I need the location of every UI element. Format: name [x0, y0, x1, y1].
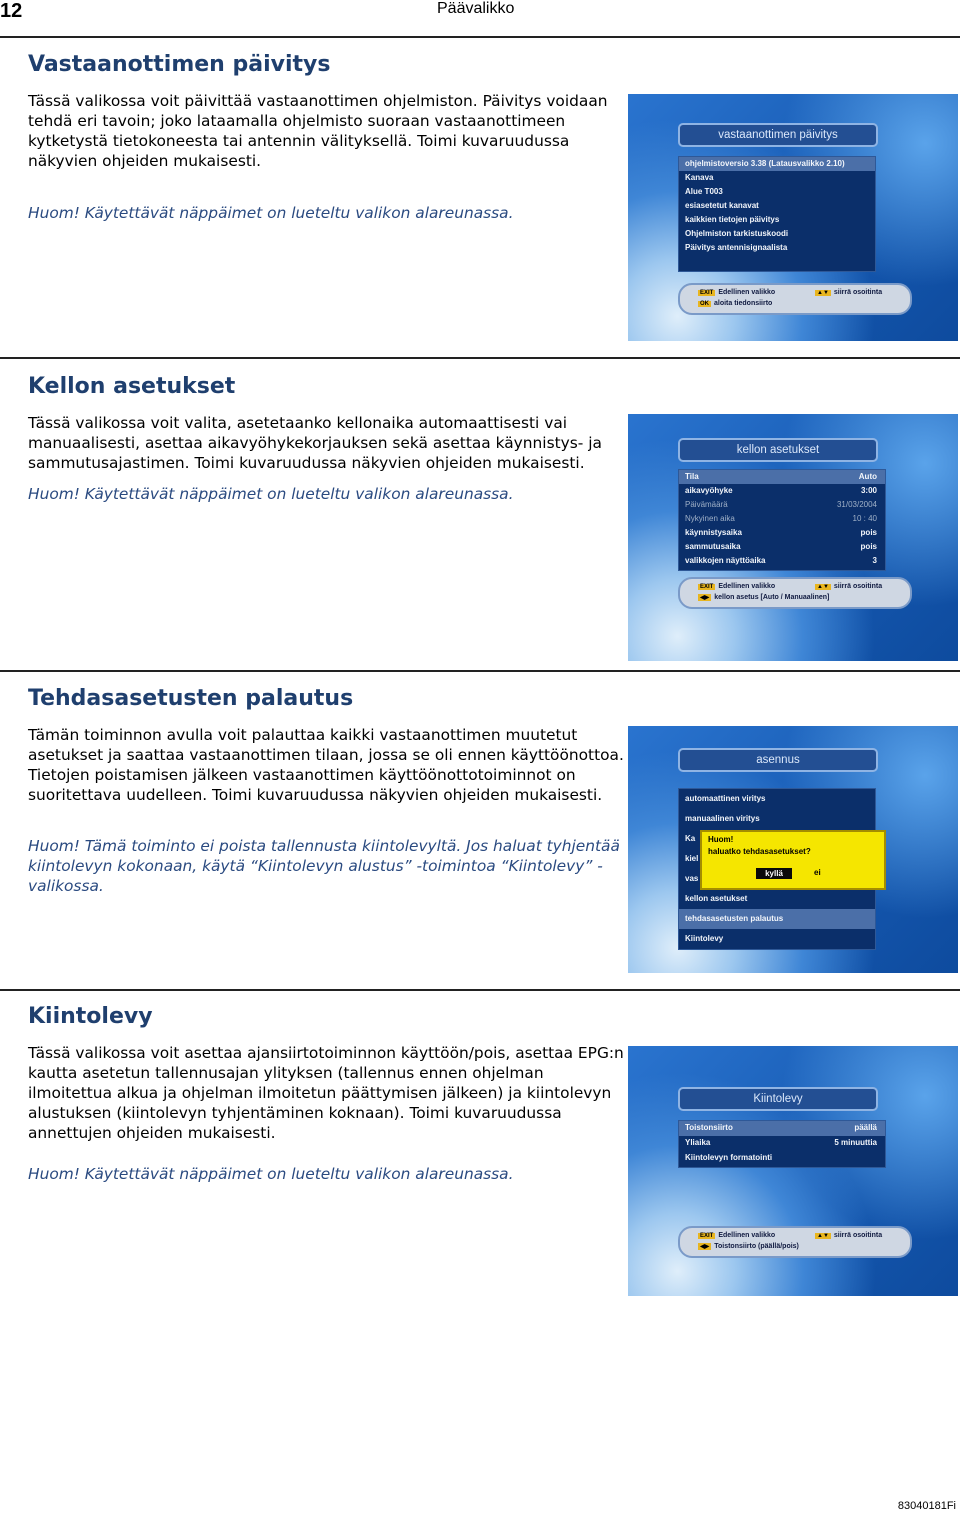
screen-title: vastaanottimen päivitys — [678, 123, 878, 147]
screen-menu — [678, 1120, 886, 1168]
page-header-title: Päävalikko — [437, 0, 515, 17]
screenshot-factory-reset — [628, 726, 958, 973]
menu-row: esiasetetut kanavat — [685, 201, 759, 210]
menu-row: Ka — [685, 834, 696, 843]
screen-footer: EXIT Edellinen valikko ▲▼ siirrä osoitinta ◀▶ kellon asetus [Auto / Manuaalinen] — [678, 577, 912, 609]
dialog-yes-button: kyllä — [756, 868, 792, 879]
divider — [0, 357, 960, 359]
menu-row: Päivitys antennisignaalista — [685, 243, 788, 252]
menu-row: Päivämäärä 31/03/2004 — [685, 500, 877, 509]
menu-row: Ohjelmiston tarkistuskoodi — [685, 229, 789, 238]
section-body-hard-disk: Tässä valikossa voit asettaa ajansiirtotoiminnon käyttöön/pois, asettaa EPG:n kautta asetetun tallennusajan ylityksen (tallennus ennen ohjelman ilmoitettua alkua ja ohjelman ilmoitetun päättymisen jälkeen) ja kiintolevyn alustuksen (kiintolevyn tyhjentäminen koknaan). Toimi kuvaruudussa annettujen ohjeiden mukaisesti. — [28, 1044, 624, 1142]
menu-row: valikkojen näyttöaika 3 — [685, 556, 877, 565]
dialog-no-option: ei — [814, 868, 821, 877]
menu-row: aikavyöhyke 3:00 — [685, 486, 877, 495]
screen-footer: EXIT Edellinen valikko ▲▼ siirrä osoitinta OK aloita tiedonsiirto — [678, 283, 912, 315]
menu-row: Kiintolevyn formatointi — [685, 1153, 773, 1162]
screen-title: kellon asetukset — [678, 438, 878, 462]
menu-row: Nykyinen aika 10 : 40 — [685, 514, 877, 523]
page-number: 12 — [0, 0, 23, 22]
footer-hint: siirrä osoitinta — [833, 583, 883, 590]
section-note-hard-disk: Huom! Käytettävät näppäimet on lueteltu valikon alareunassa. — [28, 1165, 514, 1183]
screen-menu — [678, 156, 876, 272]
menu-row: Toistonsiirto päällä — [679, 1121, 885, 1136]
screenshot-clock — [628, 414, 958, 661]
footer-hint: siirrä osoitinta — [833, 289, 883, 296]
menu-row: Kanava — [685, 173, 714, 182]
section-title-update: Vastaanottimen päivitys — [28, 52, 331, 77]
menu-row: kiel — [685, 854, 699, 863]
menu-row: Alue T003 — [685, 187, 723, 196]
screen-title: Kiintolevy — [678, 1087, 878, 1111]
footer-hint: Toistonsiirto (päällä/pois) — [714, 1243, 799, 1250]
section-body-factory-reset: Tämän toiminnon avulla voit palauttaa kaikki vastaanottimen muutetut asetukset ja saattaa vastaanottimen tilaan, jossa se oli ennen käyttöönottoa. Tietojen poistamisen jälkeen vastaanottimen käyttöönottotoiminnot on suoritettava uudelleen. Toimi kuvaruudussa näkyvien ohjeiden mukaisesti. — [28, 726, 624, 804]
footer-hint: Edellinen valikko — [718, 1232, 776, 1239]
menu-row: tehdasasetusten palautus — [679, 909, 875, 929]
screen-menu — [678, 469, 886, 571]
divider — [0, 989, 960, 991]
menu-row: automaattinen viritys — [685, 794, 766, 803]
divider — [0, 670, 960, 672]
section-note-factory-reset: Huom! Tämä toiminto ei poista tallennusta kiintolevyltä. Jos haluat tyhjentää kiintolevyn kokonaan, käytä “Kiintolevyn alustus” -toimintoa “Kiintolevy” -valikossa. — [28, 837, 620, 895]
menu-row: käynnistysaika pois — [685, 528, 877, 537]
section-body-clock: Tässä valikossa voit valita, asetetaanko kellonaika automaattisesti vai manuaalisesti, asettaa aikavyöhykekorjauksen sekä asettaa käynnistys- ja sammutusajastimen. Toimi kuvaruudussa näkyvien ohjeiden mukaisesti. — [28, 414, 602, 472]
menu-row: Kiintolevy — [685, 934, 724, 943]
menu-row: Tila Auto — [679, 470, 885, 484]
section-note-clock: Huom! Käytettävät näppäimet on lueteltu valikon alareunassa. — [28, 485, 514, 503]
menu-row: Yliaika 5 minuuttia — [685, 1138, 877, 1147]
divider — [0, 36, 960, 38]
footer-hint: kellon asetus [Auto / Manuaalinen] — [714, 594, 830, 601]
menu-row: kaikkien tietojen päivitys — [685, 215, 780, 224]
screenshot-hard-disk — [628, 1046, 958, 1296]
dialog-text: haluatko tehdasasetukset? — [708, 847, 811, 856]
section-title-clock: Kellon asetukset — [28, 374, 236, 399]
menu-row: vas — [685, 874, 699, 883]
menu-row: ohjelmistoversio 3.38 (Latausvalikko 2.10) — [679, 157, 875, 171]
screen-title: asennus — [678, 748, 878, 772]
screen-footer: EXIT Edellinen valikko ▲▼ siirrä osoitinta ◀▶ Toistonsiirto (päällä/pois) — [678, 1226, 912, 1258]
section-title-factory-reset: Tehdasasetusten palautus — [28, 686, 354, 711]
document-code: 83040181Fi — [897, 1500, 956, 1512]
footer-hint: Edellinen valikko — [718, 289, 776, 296]
dialog-title: Huom! — [708, 835, 734, 844]
menu-row: manuaalinen viritys — [685, 814, 760, 823]
menu-row: sammutusaika pois — [685, 542, 877, 551]
footer-hint: aloita tiedonsiirto — [714, 300, 773, 307]
section-title-hard-disk: Kiintolevy — [28, 1004, 153, 1029]
menu-row: kellon asetukset — [685, 894, 748, 903]
confirm-dialog — [700, 830, 886, 890]
section-body-update: Tässä valikossa voit päivittää vastaanottimen ohjelmiston. Päivitys voidaan tehdä eri tavoin; joko lataamalla ohjelmisto suoraan vastaanottimeen kytketystä tietokoneesta tai antennin välityksellä. Toimi kuvaruudussa näkyvien ohjeiden mukaisesti. — [28, 92, 608, 170]
screenshot-update — [628, 94, 958, 341]
footer-hint: siirrä osoitinta — [833, 1232, 883, 1239]
footer-hint: Edellinen valikko — [718, 583, 776, 590]
section-note-update: Huom! Käytettävät näppäimet on lueteltu valikon alareunassa. — [28, 204, 514, 222]
